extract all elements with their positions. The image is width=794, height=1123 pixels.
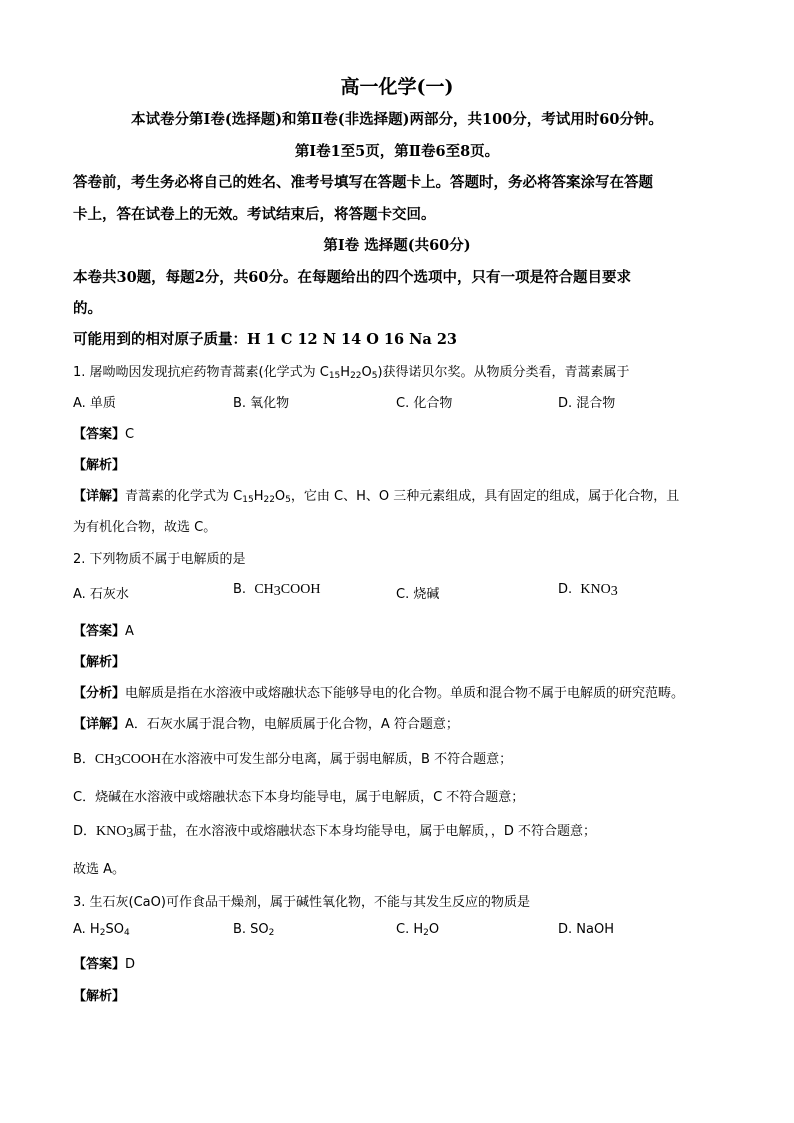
formula: COOH [121, 752, 162, 767]
q2-option-a: A. 石灰水 [73, 587, 129, 602]
q2-conclusion: 故选 A。 [73, 862, 126, 877]
formula-sub: 3 [610, 584, 618, 599]
q2-analyze [73, 682, 684, 701]
q2-option-d [558, 582, 618, 598]
answer-value: C [125, 427, 135, 442]
formula: COOH [280, 582, 321, 597]
option-sub: 2 [268, 928, 275, 938]
detail-label-d: D． [73, 824, 97, 839]
q2-detail-c: C．烧碱在水溶液中或熔融状态下本身均能导电，属于电解质，C 不符合题意； [73, 790, 525, 805]
formula: KNO [580, 582, 611, 597]
q1-option-d: D. 混合物 [558, 396, 616, 411]
q1-detail [73, 485, 679, 504]
formula: CH [254, 582, 274, 597]
q3-option-d: D. NaOH [558, 922, 614, 937]
option-text: A. H [73, 922, 100, 937]
formula: CH [94, 752, 115, 767]
q1-stem-text: 1. 屠呦呦因发现抗疟药物青蒿素(化学式为 C [73, 365, 329, 380]
q1-sub: 15 [328, 371, 341, 381]
intro-line-6: 的。 [73, 300, 102, 317]
q2-detail-a [73, 713, 459, 732]
detail-text: A．石灰水属于混合物，电解质属于化合物，A 符合题意； [125, 717, 459, 732]
option-sub: 4 [123, 928, 130, 938]
q2-detail-b [73, 748, 512, 768]
intro-line-1: 本试卷分第Ⅰ卷(选择题)和第Ⅱ卷(非选择题)两部分，共100分，考试用时60分钟。 [131, 111, 663, 128]
analysis-label: 【解析】 [73, 989, 126, 1004]
detail-sub: 5 [285, 495, 291, 505]
option-label: B. [233, 582, 247, 597]
q1-stem-text: H [340, 365, 351, 380]
detail-text: H [253, 489, 264, 504]
option-text: B. SO [233, 922, 269, 937]
question-3-stem: 3. 生石灰(CaO)可作食品干燥剂，属于碱性氧化物，不能与其发生反应的物质是 [73, 895, 530, 910]
q3-option-b [233, 922, 274, 937]
intro-line-5: 本卷共30题，每题2分，共60分。在每题给出的四个选项中，只有一项是符合题目要求 [73, 269, 631, 286]
detail-sub: 15 [242, 495, 254, 505]
q1-sub: 22 [350, 371, 362, 381]
formula-sub: 3 [273, 584, 281, 599]
atomic-masses: 可能用到的相对原子质量：H 1 C 12 N 14 O 16 Na 23 [73, 331, 458, 348]
detail-text: 青蒿素的化学式为 C [125, 489, 243, 504]
q1-detail-cont: 为有机化合物，故选 C。 [73, 520, 217, 535]
q2-detail-d [73, 820, 596, 840]
answer-value: D [125, 957, 136, 972]
detail-text: O [274, 489, 286, 504]
q1-option-b: B. 氧化物 [233, 396, 290, 411]
detail-label: 【详解】 [73, 717, 126, 732]
answer-value: A [125, 624, 134, 639]
answer-label: 【答案】 [73, 957, 126, 972]
intro-line-4: 卡上，答在试卷上的无效。考试结束后，将答题卡交回。 [73, 206, 436, 223]
detail-text: 在水溶液中可发生部分电离，属于弱电解质，B 不符合题意； [161, 752, 513, 767]
detail-text: 属于盐，在水溶液中或熔融状态下本身均能导电，属于电解质，，D 不符合题意； [133, 824, 597, 839]
q1-stem-text: O [361, 365, 372, 380]
q3-option-a [73, 922, 130, 937]
q1-option-a: A. 单质 [73, 396, 116, 411]
section-heading: 第Ⅰ卷 选择题(共60分) [323, 237, 471, 254]
page-title: 高一化学(一) [340, 76, 454, 98]
q1-analysis [73, 454, 125, 473]
intro-line-3: 答卷前，考生务必将自己的姓名、准考号填写在答题卡上。答题时，务必将答案涂写在答题 [73, 174, 653, 191]
option-label: D. [558, 582, 573, 597]
formula: KNO [96, 824, 127, 839]
detail-text: ，它由 C、H、O 三种元素组成，具有固定的组成，属于化合物，且 [290, 489, 680, 504]
q3-answer [73, 953, 135, 972]
q2-option-c: C. 烧碱 [396, 587, 440, 602]
formula-sub: 3 [126, 826, 134, 841]
answer-label: 【答案】 [73, 427, 126, 442]
option-sub: 2 [99, 928, 106, 938]
option-text: SO [105, 922, 124, 937]
analysis-label: 【解析】 [73, 655, 126, 670]
detail-label: 【详解】 [73, 489, 126, 504]
q3-analysis [73, 985, 125, 1004]
option-text: O [428, 922, 440, 937]
answer-label: 【答案】 [73, 624, 126, 639]
q1-sub: 5 [371, 371, 378, 381]
question-1-stem [73, 361, 630, 380]
option-text: C. H [396, 922, 424, 937]
q2-answer [73, 620, 134, 639]
analysis-label: 【解析】 [73, 458, 126, 473]
q1-option-c: C. 化合物 [396, 396, 453, 411]
q2-analysis [73, 651, 125, 670]
analyze-text: 电解质是指在水溶液中或熔融状态下能够导电的化合物。单质和混合物不属于电解质的研究范畴。 [125, 686, 685, 701]
q3-option-c [396, 922, 439, 937]
detail-label-b: B． [73, 752, 95, 767]
option-sub: 2 [423, 928, 429, 938]
detail-sub: 22 [263, 495, 275, 505]
intro-line-2: 第Ⅰ卷1至5页，第Ⅱ卷6至8页。 [294, 143, 500, 160]
q2-option-b [233, 582, 320, 598]
q1-stem-text: )获得诺贝尔奖。从物质分类看，青蒿素属于 [377, 365, 630, 380]
question-2-stem: 2. 下列物质不属于电解质的是 [73, 552, 246, 567]
q1-answer [73, 423, 134, 442]
analyze-label: 【分析】 [73, 686, 126, 701]
formula-sub: 3 [114, 754, 122, 769]
